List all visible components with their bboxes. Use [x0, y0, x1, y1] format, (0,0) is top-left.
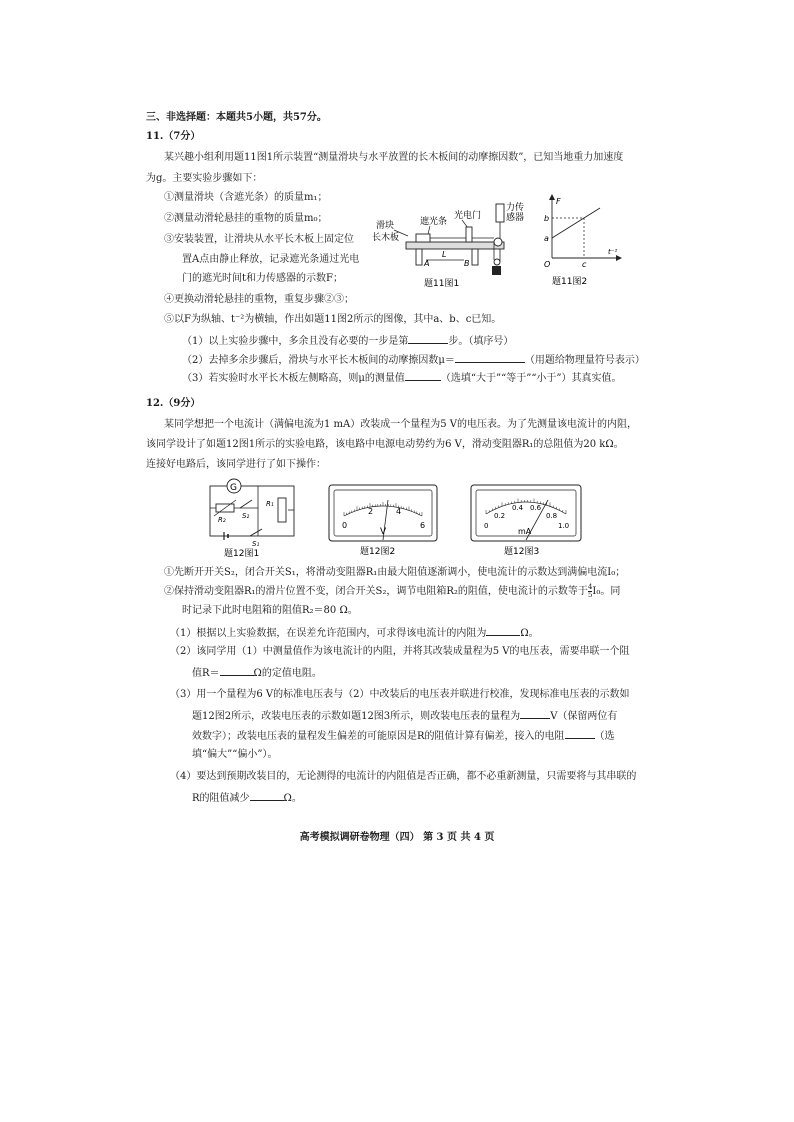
q11-q2-text-a: （2）去掉多余步骤后，滑块与水平长木板间的动摩擦因数μ＝ — [182, 355, 455, 366]
q12-q2-text-b: 值R＝ — [192, 668, 220, 679]
fig11-2-label-b: b — [544, 214, 550, 223]
q12-op-2-text-b: I₀。同 — [592, 586, 621, 597]
q11-step-3b: 置A点由静止释放，记录遮光条通过光电 — [182, 254, 360, 265]
fig12-2-caption: 题12图2 — [360, 547, 396, 557]
section-title: 三、非选择题：本题共5小题，共57分。 — [146, 112, 327, 123]
fig11-2-axis-y: F — [556, 197, 561, 206]
q11-step-5: ⑤以F为纵轴、t⁻²为横轴，作出如题11图2所示的图像，其中a、b、c已知。 — [164, 314, 502, 325]
q12-intro-3: 连接好电路后，该同学进行了如下操作： — [146, 459, 326, 470]
q12-q1 — [170, 625, 539, 641]
q12-q3-line4: 填“偏大”“偏小”）。 — [192, 749, 278, 760]
q12-q3-line1: （3）用一个量程为6 V的标准电压表与（2）中改装后的电压表并联进行校准，发现标准电压表的示数如 — [170, 689, 630, 700]
fig11-2-label-a: a — [544, 234, 549, 243]
q11-step-2: ②测量动滑轮悬挂的重物的质量m₀； — [164, 213, 328, 224]
q12-q2-line1: （2）该同学用（1）中测量值作为该电流计的内阻，并将其改装成量程为5 V的电压表，需要串联一个阻 — [170, 646, 630, 657]
fig11-2-label-o: O — [544, 260, 551, 269]
page-footer: 高考模拟调研卷物理（四） 第 3 页 共 4 页 — [299, 832, 495, 843]
q12-intro-1: 某同学想把一个电流计（满偏电流为1 mA）改装成一个量程为5 V的电压表。为了先测量该电流计的内阻， — [164, 419, 638, 430]
q12-q2-answer-blank[interactable] — [220, 665, 254, 676]
q11-q3-text-a: （3）若实验时水平长木板左侧略高，则μ的测量值 — [182, 373, 405, 384]
q11-header: 11.（7分） — [146, 131, 201, 142]
q12-q4-text-c: Ω。 — [283, 793, 302, 804]
fig11-2-axis-x: t⁻² — [608, 248, 618, 256]
q12-q3-resistor-blank[interactable] — [565, 728, 595, 739]
fig12-3-tick-10: 1.0 — [558, 522, 570, 530]
q11-q2-answer-blank[interactable] — [455, 352, 525, 363]
fig11-label-board: 长木板 — [372, 233, 400, 243]
q11-step-3a: ③安装装置，让滑块从水平长木板上固定位 — [164, 234, 354, 245]
q11-q1-answer-blank[interactable] — [408, 333, 448, 344]
q12-q2-text-c: Ω的定值电阻。 — [253, 668, 322, 679]
fig11-caption-2: 题11图2 — [552, 277, 588, 287]
fig12-3-tick-02: 0.2 — [494, 512, 506, 520]
q12-figure-1 — [204, 476, 304, 558]
fig12-2-unit: V — [380, 527, 387, 537]
q12-q4-answer-blank[interactable] — [250, 790, 284, 801]
fig12-1-label-r1: R₁ — [266, 500, 274, 508]
q12-op-2-text-a: ②保持滑动变阻器R₁的滑片位置不变，闭合开关S₂，调节电阻箱R₂的阻值，使电流计的示数等于 — [164, 586, 588, 597]
fig12-1-caption: 题12图1 — [224, 549, 260, 558]
q11-step-1: ①测量滑块（含遮光条）的质量m₁； — [164, 192, 328, 203]
q11-intro-1: 某兴趣小组利用题11图1所示装置“测量滑块与水平放置的长木板间的动摩擦因数”，已知当地重力加速度 — [164, 152, 624, 163]
fig12-2-tick-4: 4 — [396, 507, 402, 516]
q12-intro-2: 该同学设计了如题12图1所示的实验电路，该电路中电源电动势约为6 V，滑动变阻器R₁的总阻值为20 kΩ。 — [146, 439, 624, 450]
q11-q3-text-b: （选填“大于”“等于”“小于”）其真实值。 — [440, 373, 622, 384]
fig11-label-l: L — [442, 250, 447, 259]
q11-q2-text-b: （用题给物理量符号表示） — [524, 355, 645, 366]
q11-figure-2 — [538, 194, 622, 290]
fig11-caption-1: 题11图1 — [424, 279, 460, 289]
fig12-2-tick-6: 6 — [420, 521, 426, 530]
q12-op-2 — [164, 584, 620, 599]
q11-q1-text-b: 步。（填序号） — [448, 336, 514, 347]
fraction-denominator: 5 — [587, 591, 593, 599]
fig12-3-tick-06: 0.6 — [530, 504, 542, 512]
q12-q3-text-e: （选 — [594, 731, 615, 742]
q11-intro-2: 为g。主要实验步骤如下： — [146, 173, 263, 184]
q12-header: 12.（9分） — [146, 398, 201, 409]
q12-q1-answer-blank[interactable] — [486, 625, 520, 636]
fig12-1-label-r2: R₂ — [218, 516, 226, 524]
fig11-label-strip: 遮光条 — [420, 217, 448, 227]
q11-step-3c: 门的遮光时间t和力传感器的示数F； — [182, 273, 343, 284]
fig12-1-label-g: G — [230, 483, 237, 493]
q12-q4-line1: （4）要达到预期改装目的，无论测得的电流计的内阻值是否正确，都不必重新测量，只需要将与其串联的 — [170, 771, 637, 782]
q12-q2-line2 — [192, 665, 322, 681]
q11-q1 — [182, 333, 513, 349]
q11-q3 — [182, 370, 622, 386]
fig12-3-tick-04: 0.4 — [512, 504, 524, 512]
fraction-numerator: 4 — [587, 583, 593, 591]
fig11-label-sensor-1: 力传 — [506, 203, 525, 213]
q11-figure-1 — [372, 202, 532, 294]
q12-q3-text-b: 题12图2所示，改装电压表的示数如题12图3所示，则改装电压表的量程为 — [192, 711, 521, 722]
q12-q3-line3 — [192, 728, 615, 744]
fig12-3-tick-0: 0 — [484, 522, 489, 530]
fig11-label-slider: 滑块 — [376, 221, 395, 231]
fig12-1-label-s1: S₁ — [252, 540, 260, 548]
q11-q3-answer-blank[interactable] — [405, 370, 441, 381]
q12-q3-line2 — [192, 708, 617, 724]
fig11-label-a: A — [424, 259, 430, 268]
q11-q1-text-a: （1）以上实验步骤中，多余且没有必要的一步是第 — [182, 336, 409, 347]
fig12-3-tick-08: 0.8 — [546, 512, 558, 520]
q12-q1-text-b: Ω。 — [520, 628, 539, 639]
fig11-2-label-c: c — [582, 260, 587, 269]
fig12-2-tick-2: 2 — [368, 507, 374, 516]
q12-q3-text-c: V（保留两位有 — [550, 711, 618, 722]
q12-q1-text-a: （1）根据以上实验数据，在误差允许范围内，可求得该电流计的内阻为 — [170, 628, 487, 639]
q12-q3-text-d: 效数字）；改装电压表的量程发生偏差的可能原因是R的阻值计算有偏差，接入的电阻 — [192, 731, 565, 742]
q12-op-2-cont: 时记录下此时电阻箱的阻值R₂＝80 Ω。 — [182, 605, 358, 616]
fig11-label-gate: 光电门 — [454, 211, 482, 221]
q12-figure-2 — [328, 484, 438, 558]
fig12-2-tick-0: 0 — [342, 521, 348, 530]
fig12-3-caption: 题12图3 — [504, 547, 540, 557]
fig11-label-b: B — [464, 259, 470, 268]
fig12-3-unit: mA — [518, 527, 532, 536]
q12-q3-range-blank[interactable] — [520, 708, 550, 719]
q11-q2 — [182, 352, 645, 368]
q12-q4-text-b: R的阻值减少 — [192, 793, 250, 804]
q12-figure-3 — [470, 484, 582, 558]
q12-op-1: ①先断开开关S₂，闭合开关S₁，将滑动变阻器R₁由最大阻值逐渐调小，使电流计的示数达到满偏电流I₀； — [164, 567, 626, 578]
q11-step-4: ④更换动滑轮悬挂的重物，重复步骤②③； — [164, 294, 354, 305]
fig11-label-sensor-2: 感器 — [506, 213, 525, 223]
fig12-1-label-s2: S₂ — [242, 512, 250, 520]
q12-q4-line2 — [192, 790, 302, 806]
